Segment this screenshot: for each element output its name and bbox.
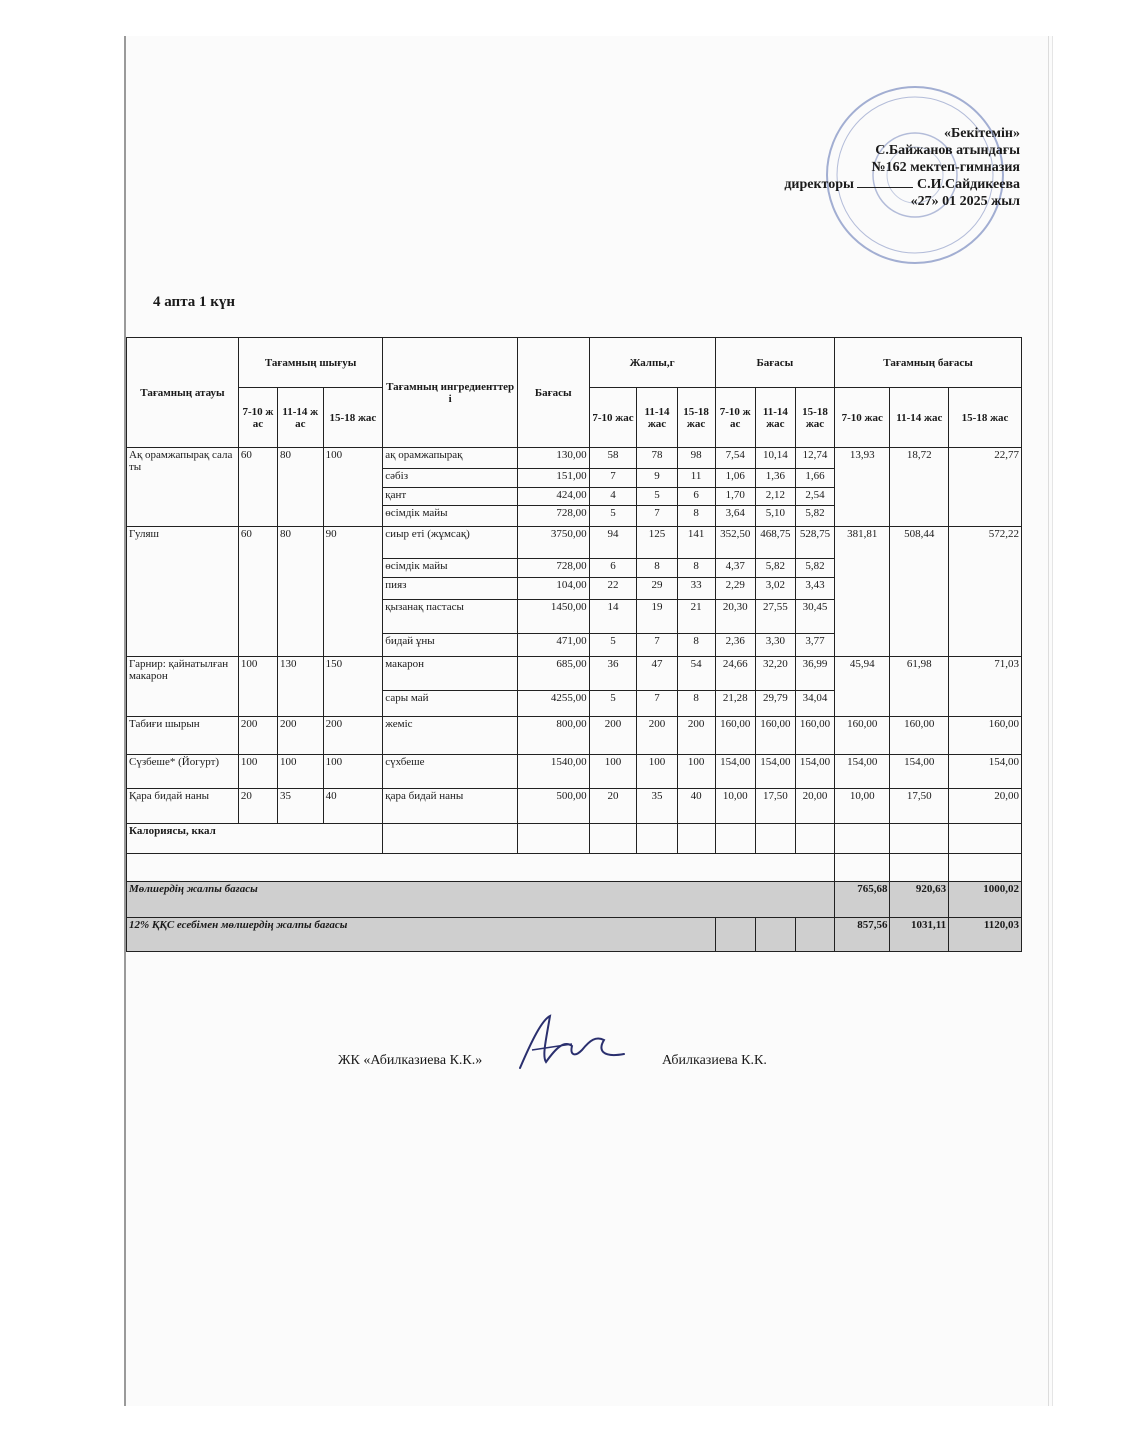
age-header: 7-10 жас [835,388,890,448]
dish-price: 20,00 [949,789,1022,824]
ingredient-price: 728,00 [517,506,589,527]
ingredient-cost: 2,12 [755,488,795,506]
dish-price: 45,94 [835,657,890,717]
dish-yield: 200 [238,717,277,755]
ingredient-grams: 8 [677,634,715,657]
ingredient-grams: 6 [589,559,637,578]
ingredient-grams: 8 [677,691,715,717]
ingredient-name: ақ орамжапырақ [383,448,518,469]
ingredient-grams: 8 [677,559,715,578]
total-value: 920,63 [890,882,949,918]
dish-name: Сүзбеше* (Йогурт) [127,755,239,789]
director-line [700,176,1020,193]
dish-price: 154,00 [890,755,949,789]
dish-price: 160,00 [835,717,890,755]
ingredient-grams: 7 [637,506,677,527]
dish-yield: 100 [238,657,277,717]
header-total-grams: Жалпы,г [589,338,715,388]
ingredient-cost: 32,20 [755,657,795,691]
ingredient-price: 424,00 [517,488,589,506]
ingredient-grams: 14 [589,600,637,634]
ingredient-cost: 3,43 [795,578,834,600]
ingredient-grams: 7 [637,634,677,657]
ingredient-name: қара бидай наны [383,789,518,824]
ingredient-price: 151,00 [517,469,589,488]
age-header: 15-18 жас [677,388,715,448]
school-line-1: С.Байжанов атындағы [875,143,1020,158]
ingredient-cost: 30,45 [795,600,834,634]
dish-yield: 80 [277,527,323,657]
table-footer [127,824,1022,952]
dish-yield: 130 [277,657,323,717]
dish-yield: 100 [277,755,323,789]
ingredient-cost: 3,30 [755,634,795,657]
header-price: Бағасы [517,338,589,448]
age-header: 15-18 жас [949,388,1022,448]
ingredient-cost: 20,30 [715,600,755,634]
ingredient-grams: 9 [637,469,677,488]
ingredient-name: сәбіз [383,469,518,488]
dish-price: 154,00 [949,755,1022,789]
ingredient-name: өсімдік майы [383,559,518,578]
ingredient-cost: 1,66 [795,469,834,488]
ingredient-grams: 200 [589,717,637,755]
ingredient-name: сүхбеше [383,755,518,789]
age-header: 11-14 жас [755,388,795,448]
dish-yield: 150 [323,657,383,717]
dish-price: 18,72 [890,448,949,527]
total-value: 765,68 [835,882,890,918]
dish-price: 160,00 [890,717,949,755]
ingredient-grams: 35 [637,789,677,824]
signature-company: ЖК «Абилказиева К.К.» [338,1053,483,1068]
ingredient-grams: 100 [637,755,677,789]
ingredient-cost: 24,66 [715,657,755,691]
ingredient-grams: 94 [589,527,637,559]
ingredient-cost: 160,00 [715,717,755,755]
dish-name: Ақ орамжапырақ салаты [127,448,239,527]
dish-price: 154,00 [835,755,890,789]
dish-name: Гарнир: қайнатылған макарон [127,657,239,717]
age-header: 15-18 жас [795,388,834,448]
header-dish-price: Тағамның бағасы [835,338,1022,388]
director-label: директоры [784,177,854,192]
ingredient-cost: 528,75 [795,527,834,559]
dish-yield: 100 [238,755,277,789]
table-row [127,755,1022,789]
ingredient-cost: 29,79 [755,691,795,717]
ingredient-grams: 200 [677,717,715,755]
ingredient-price: 1540,00 [517,755,589,789]
ingredient-cost: 3,77 [795,634,834,657]
dish-price: 572,22 [949,527,1022,657]
ingredient-cost: 1,70 [715,488,755,506]
school-line-2: №162 мектеп-гимназия [871,160,1020,175]
ingredient-grams: 36 [589,657,637,691]
ingredient-grams: 8 [677,506,715,527]
age-header: 7-10 жас [715,388,755,448]
dish-yield: 60 [238,527,277,657]
ingredient-name: сары май [383,691,518,717]
ingredient-cost: 5,10 [755,506,795,527]
approval-title: «Бекітемін» [943,126,1020,141]
ingredient-grams: 54 [677,657,715,691]
ingredient-price: 800,00 [517,717,589,755]
handwritten-signature-icon [512,1010,632,1080]
dish-price: 10,00 [835,789,890,824]
dish-yield: 40 [323,789,383,824]
ingredient-cost: 10,00 [715,789,755,824]
dish-yield: 200 [277,717,323,755]
blank-row [127,854,1022,882]
calories-label: Калориясы, ккал [127,824,383,854]
ingredient-name: пияз [383,578,518,600]
dish-price: 71,03 [949,657,1022,717]
ingredient-cost: 352,50 [715,527,755,559]
table-row [127,657,1022,691]
calories-row [127,824,1022,854]
ingredient-grams: 125 [637,527,677,559]
age-header: 11-14 жас [637,388,677,448]
ingredient-price: 4255,00 [517,691,589,717]
ingredient-cost: 154,00 [755,755,795,789]
ingredient-name: қант [383,488,518,506]
ingredient-grams: 40 [677,789,715,824]
ingredient-cost: 7,54 [715,448,755,469]
dish-name: Қара бидай наны [127,789,239,824]
menu-body [127,448,1022,824]
age-header: 11-14 жас [277,388,323,448]
age-header: 7-10 жас [238,388,277,448]
ingredient-cost: 34,04 [795,691,834,717]
ingredient-name: сиыр еті (жұмсақ) [383,527,518,559]
dish-yield: 35 [277,789,323,824]
table-row [127,789,1022,824]
ingredient-cost: 160,00 [755,717,795,755]
vat-row [127,918,1022,952]
ingredient-cost: 468,75 [755,527,795,559]
ingredient-cost: 36,99 [795,657,834,691]
dish-yield: 80 [277,448,323,527]
dish-yield: 20 [238,789,277,824]
ingredient-price: 1450,00 [517,600,589,634]
ingredient-cost: 27,55 [755,600,795,634]
ingredient-price: 130,00 [517,448,589,469]
menu-table [126,337,1022,952]
dish-price: 508,44 [890,527,949,657]
ingredient-price: 471,00 [517,634,589,657]
ingredient-grams: 5 [589,634,637,657]
ingredient-grams: 58 [589,448,637,469]
vat-label: 12% ҚҚС есебімен мөлшердің жалпы бағасы [127,918,716,952]
ingredient-grams: 8 [637,559,677,578]
dish-yield: 60 [238,448,277,527]
ingredient-grams: 98 [677,448,715,469]
total-label: Мөлшердің жалпы бағасы [127,882,835,918]
ingredient-cost: 10,14 [755,448,795,469]
ingredient-cost: 1,36 [755,469,795,488]
approval-date: «27» 01 2025 жыл [910,194,1020,209]
table-row [127,527,1022,559]
dish-price: 22,77 [949,448,1022,527]
ingredient-cost: 2,54 [795,488,834,506]
signature-name: Абилказиева К.К. [662,1053,767,1068]
age-header: 15-18 жас [323,388,383,448]
ingredient-cost: 17,50 [755,789,795,824]
ingredient-grams: 7 [589,469,637,488]
ingredient-price: 104,00 [517,578,589,600]
table-row [127,448,1022,469]
ingredient-cost: 160,00 [795,717,834,755]
header-yield: Тағамның шығуы [238,338,382,388]
ingredient-cost: 4,37 [715,559,755,578]
ingredient-price: 685,00 [517,657,589,691]
ingredient-cost: 2,29 [715,578,755,600]
ingredient-name: бидай ұны [383,634,518,657]
sheet-edge [1048,36,1049,1406]
ingredient-name: өсімдік майы [383,506,518,527]
ingredient-grams: 7 [637,691,677,717]
dish-yield: 100 [323,755,383,789]
ingredient-cost: 3,02 [755,578,795,600]
ingredient-grams: 11 [677,469,715,488]
ingredient-cost: 154,00 [795,755,834,789]
dish-name: Гуляш [127,527,239,657]
ingredient-grams: 22 [589,578,637,600]
age-header: 11-14 жас [890,388,949,448]
ingredient-grams: 4 [589,488,637,506]
dish-yield: 200 [323,717,383,755]
ingredient-cost: 3,64 [715,506,755,527]
ingredient-cost: 154,00 [715,755,755,789]
approval-block [700,125,1020,210]
ingredient-grams: 5 [637,488,677,506]
day-title: 4 апта 1 күн [153,294,236,310]
ingredient-cost: 21,28 [715,691,755,717]
ingredient-cost: 5,82 [795,506,834,527]
ingredient-cost: 20,00 [795,789,834,824]
ingredient-cost: 12,74 [795,448,834,469]
ingredient-grams: 200 [637,717,677,755]
ingredient-grams: 6 [677,488,715,506]
ingredient-grams: 20 [589,789,637,824]
dish-yield: 100 [323,448,383,527]
ingredient-grams: 141 [677,527,715,559]
total-row [127,882,1022,918]
dish-price: 13,93 [835,448,890,527]
ingredient-price: 728,00 [517,559,589,578]
ingredient-grams: 100 [677,755,715,789]
ingredient-grams: 78 [637,448,677,469]
ingredient-grams: 47 [637,657,677,691]
table-row [127,717,1022,755]
header-dish-name: Тағамның атауы [127,338,239,448]
age-header: 7-10 жас [589,388,637,448]
ingredient-cost: 5,82 [755,559,795,578]
ingredient-price: 3750,00 [517,527,589,559]
ingredient-grams: 5 [589,506,637,527]
ingredient-grams: 21 [677,600,715,634]
dish-price: 381,81 [835,527,890,657]
ingredient-name: жеміс [383,717,518,755]
director-name: С.И.Сайдикеева [916,177,1020,192]
ingredient-name: макарон [383,657,518,691]
ingredient-grams: 100 [589,755,637,789]
vat-value: 1120,03 [949,918,1022,952]
ingredient-grams: 5 [589,691,637,717]
ingredient-grams: 29 [637,578,677,600]
ingredient-cost: 1,06 [715,469,755,488]
ingredient-cost: 5,82 [795,559,834,578]
header-ingredients: Тағамның ингредиенттері [383,338,518,448]
ingredient-name: қызанақ пастасы [383,600,518,634]
vat-value: 1031,11 [890,918,949,952]
ingredient-price: 500,00 [517,789,589,824]
dish-name: Табиғи шырын [127,717,239,755]
vat-value: 857,56 [835,918,890,952]
dish-price: 160,00 [949,717,1022,755]
header-cost: Бағасы [715,338,834,388]
dish-price: 61,98 [890,657,949,717]
ingredient-grams: 33 [677,578,715,600]
ingredient-grams: 19 [637,600,677,634]
dish-yield: 90 [323,527,383,657]
total-value: 1000,02 [949,882,1022,918]
dish-price: 17,50 [890,789,949,824]
ingredient-cost: 2,36 [715,634,755,657]
